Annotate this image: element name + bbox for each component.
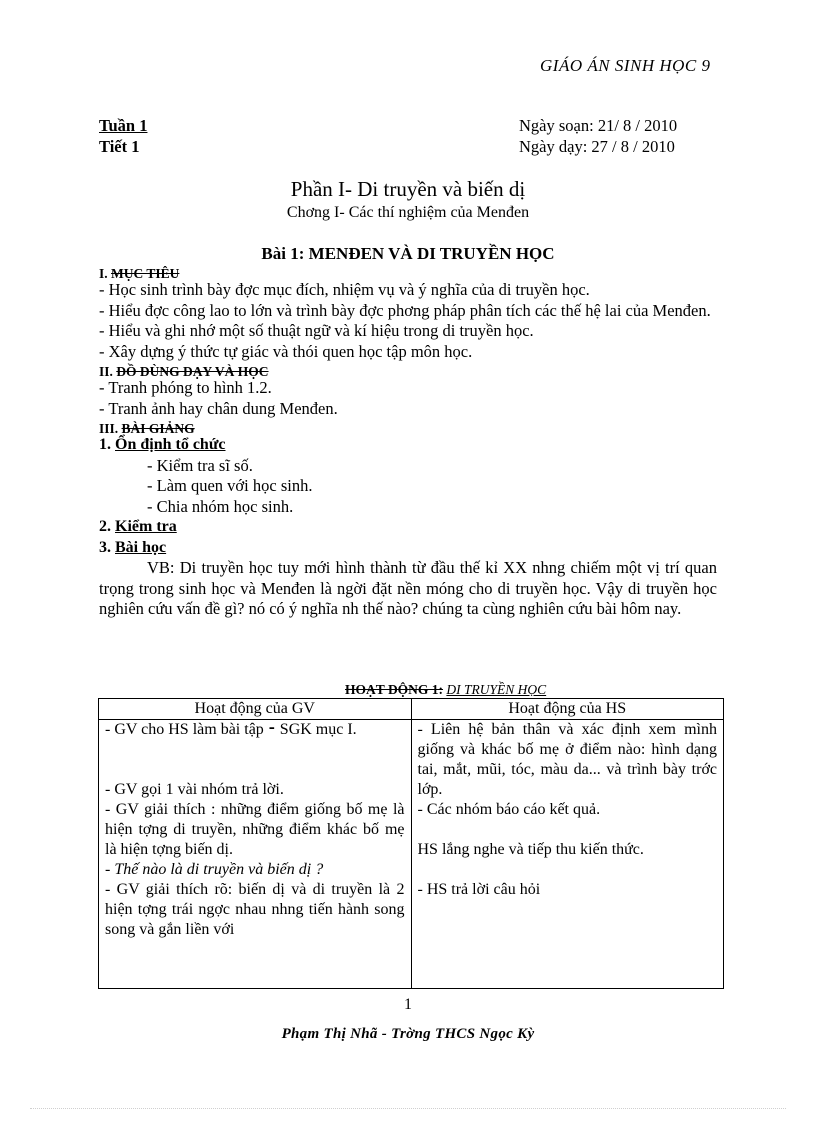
prepared-date: Ngày soạn: 21/ 8 / 2010 [519, 116, 678, 135]
teacher-activity [105, 740, 405, 760]
week-label: Tuần 1 [99, 116, 148, 135]
organization-item: - Làm quen với học sinh. [147, 476, 313, 495]
teacher-activities-cell [99, 720, 412, 989]
subsection-organization: 1. Ổn định tổ chức [99, 436, 226, 453]
organization-item: - Kiểm tra sĩ số. [147, 455, 253, 475]
table-header-row [99, 699, 724, 720]
lesson-content [99, 264, 717, 620]
student-activity [418, 820, 718, 840]
student-activity [418, 860, 718, 880]
table-row [99, 720, 724, 989]
organization-item: - Chia nhóm học sinh. [147, 496, 294, 516]
student-activity: - Liên hệ bản thân và xác định xem mình giống và khác bố mẹ ở điểm nào: hình dạng tai, mắt, mũi, tóc, màu da... và trình bày trớc lớp. [417, 721, 717, 798]
student-activity: - Các nhóm báo cáo kết quả. [417, 801, 601, 818]
teacher-activity: - GV giải thích rõ: biến dị và di truyền là 2 hiện tợng trái ngợc nhau nhng tiến hành song song và gắn liền với [105, 881, 405, 938]
part-title: Phần I- Di truyền và biến dị [290, 177, 526, 201]
section-objectives-heading: I. MỤC TIÊU [99, 266, 180, 281]
material-item: - Tranh ảnh hay chân dung Menđen. [99, 398, 338, 418]
period-label: Tiết 1 [99, 137, 140, 156]
teacher-question: - Thế nào là di truyền và biến dị ? [105, 861, 324, 878]
section-materials-heading: II. ĐỒ DÙNG DẠY VÀ HỌC [99, 364, 269, 379]
subsection-lesson: 3. Bài học [99, 538, 167, 556]
taught-date: Ngày dạy: 27 / 8 / 2010 [519, 137, 675, 156]
objective-item: - Học sinh trình bày đợc mục đích, nhiệm vụ và ý nghĩa của di truyền học. [99, 280, 590, 299]
chapter-title: Chơng I- Các thí nghiệm của Menđen [286, 204, 530, 221]
teacher-activity: - GV cho HS làm bài tập ⁃ SGK mục I. [105, 721, 357, 738]
teacher-activity: - GV giải thích : những điểm giống bố mẹ là hiện tợng di truyền, những điểm khác bố mẹ là hiện tợng biến dị. [105, 801, 405, 858]
lesson-title [0, 244, 816, 265]
lesson-intro: VB: Di truyền học tuy mới hình thành từ đầu thế kỉ XX nhng chiếm một vị trí quan trọng trong sinh học và Menđen là ngời đặt nền móng cho di truyền học. Vậy di truyền học nghiên cứu vấn đề gì? nó có ý nghĩa nh thế nào? chúng ta cùng nghiên cứu bài hôm nay. [99, 558, 717, 618]
objective-item: - Xây dựng ý thức tự giác và thói quen học tập môn học. [99, 341, 473, 361]
material-item: - Tranh phóng to hình 1.2. [99, 378, 272, 397]
objective-item: - Hiểu và ghi nhớ một số thuật ngữ và kí hiệu trong di truyền học. [99, 321, 534, 340]
student-activity: - HS trả lời câu hỏi [417, 881, 541, 898]
subsection-check: 2. Kiểm tra [99, 518, 177, 535]
student-activities-cell [411, 720, 724, 989]
section-lecture-heading: III. BÀI GIẢNG [99, 421, 195, 436]
document-header-title: GIÁO ÁN SINH HỌC 9 [540, 56, 711, 75]
week-period-block [99, 116, 147, 158]
lesson-prefix: Bài 1: [261, 244, 305, 263]
student-activity: HS lắng nghe và tiếp thu kiến thức. [417, 841, 644, 858]
activity-table [98, 698, 724, 989]
teacher-activity: - GV gọi 1 vài nhóm trả lời. [105, 781, 284, 798]
dates-block [519, 116, 677, 158]
page-bottom-divider [30, 1108, 786, 1109]
teacher-activity [105, 760, 405, 780]
objective-item: - Hiểu đợc công lao to lớn và trình bày đợc phơng pháp phân tích các thế hệ lai của Menđen. [99, 300, 711, 320]
column-header-student: Hoạt động của HS [411, 699, 724, 720]
activity-heading: HOẠT ĐỘNG 1: DI TRUYỀN HỌC [345, 682, 547, 697]
column-header-teacher: Hoạt động của GV [99, 699, 412, 720]
lesson-name: MENĐEN VÀ DI TRUYỀN HỌC [308, 244, 555, 263]
page-number: 1 [404, 996, 412, 1013]
document-footer: Phạm Thị Nhã - Trờng THCS Ngọc Kỳ [281, 1026, 535, 1042]
